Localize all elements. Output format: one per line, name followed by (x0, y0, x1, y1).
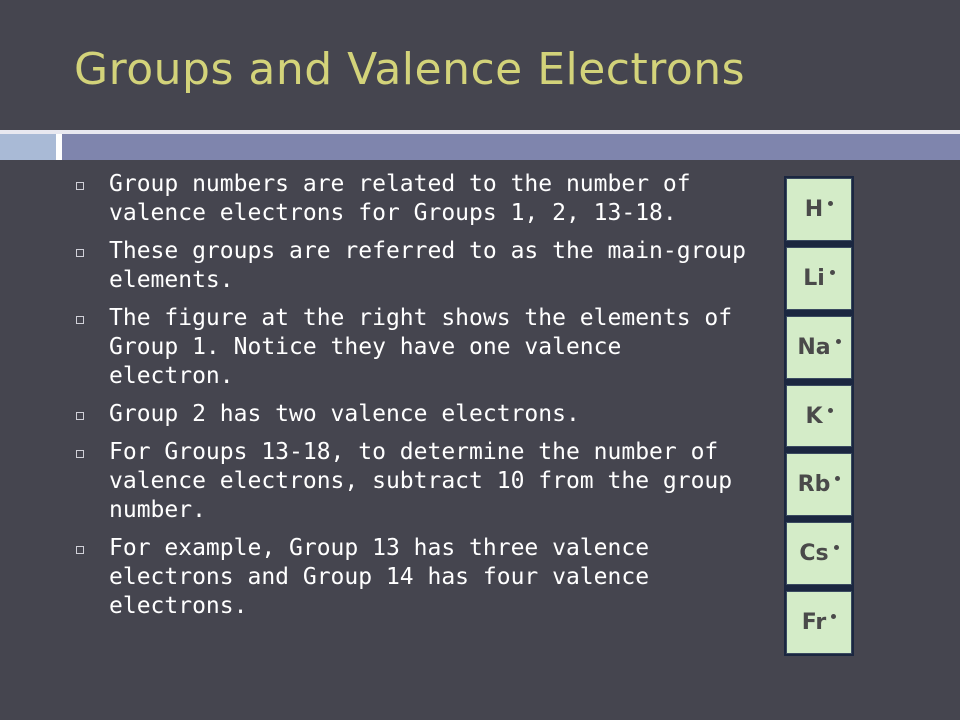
element-symbol: Li (803, 265, 825, 291)
element-cell-na (786, 316, 852, 379)
bullet-item (76, 438, 756, 525)
bullet-list (76, 170, 756, 630)
bullet-text: These groups are referred to as the main-group elements. (109, 238, 746, 293)
element-symbol: H (804, 196, 824, 222)
square-bullet-icon (76, 316, 84, 324)
valence-electron-dot-icon (831, 614, 836, 619)
element-cell-li (786, 247, 852, 310)
element-cell-h (786, 178, 852, 241)
element-cell-fr (786, 591, 852, 654)
bullet-text: Group numbers are related to the number of valence electrons for Groups 1, 2, 13-18. (109, 171, 691, 226)
element-symbol: K (805, 403, 823, 429)
square-bullet-icon (76, 450, 84, 458)
valence-electron-dot-icon (830, 270, 835, 275)
square-bullet-icon (76, 546, 84, 554)
bullet-text: Group 2 has two valence electrons. (109, 401, 580, 427)
element-symbol: Cs (799, 541, 829, 567)
title-divider (0, 130, 960, 160)
valence-electron-dot-icon (834, 545, 839, 550)
bullet-item (76, 237, 756, 295)
element-cell-cs (786, 522, 852, 585)
element-cell-k (786, 385, 852, 448)
bullet-item (76, 534, 756, 621)
valence-electron-dot-icon (836, 339, 841, 344)
square-bullet-icon (76, 412, 84, 420)
bullet-item (76, 170, 756, 228)
valence-electron-dot-icon (828, 408, 833, 413)
group-1-elements-figure (784, 176, 854, 656)
bullet-text: For Groups 13-18, to determine the number of valence electrons, subtract 10 from the group number. (109, 439, 733, 523)
element-symbol: Na (797, 334, 831, 360)
element-symbol: Rb (797, 472, 831, 498)
bullet-text: For example, Group 13 has three valence electrons and Group 14 has four valence electrons. (109, 535, 650, 619)
bullet-item (76, 400, 756, 429)
square-bullet-icon (76, 249, 84, 257)
element-cell-rb (786, 453, 852, 516)
slide-title: Groups and Valence Electrons (74, 44, 746, 95)
valence-electron-dot-icon (835, 476, 840, 481)
square-bullet-icon (76, 182, 84, 190)
divider-accent-left (0, 134, 56, 160)
element-symbol: Fr (801, 610, 827, 636)
bullet-item (76, 304, 756, 391)
valence-electron-dot-icon (828, 201, 833, 206)
divider-accent-right (62, 134, 960, 160)
bullet-text: The figure at the right shows the elements of Group 1. Notice they have one valence electron. (109, 305, 733, 389)
